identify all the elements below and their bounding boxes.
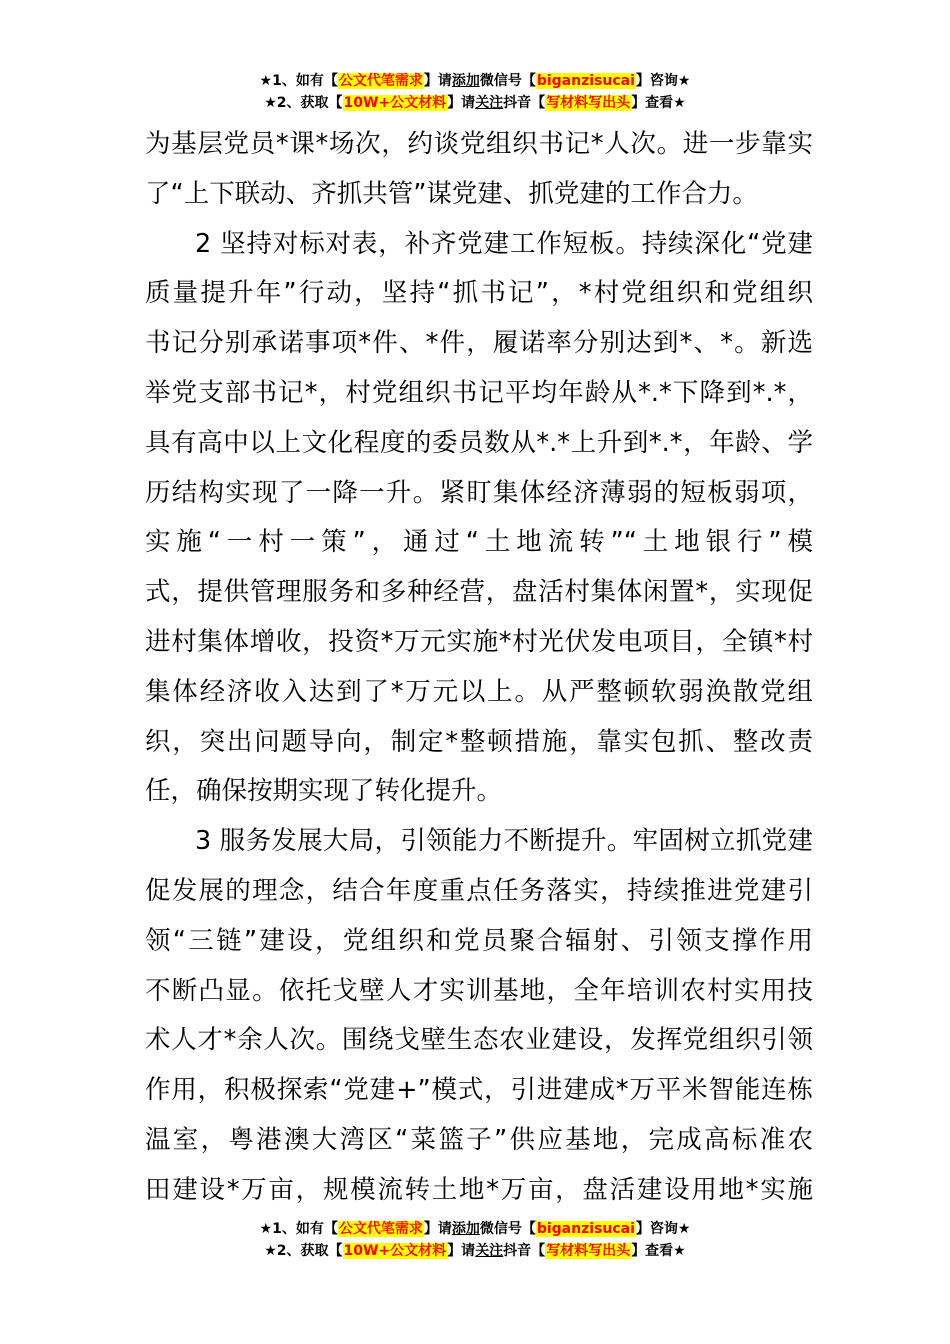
- highlight-service: 公文代笔需求: [338, 1221, 423, 1237]
- banner-line-1: [0, 1218, 950, 1240]
- text-line: 质量提升年”行动，坚持“抓书记”，*村党组织和党组织: [145, 278, 813, 309]
- text-line: 进村集体增收，投资*万元实施*村光伏发电项目，全镇*村: [145, 626, 813, 657]
- banner-text: 】请: [423, 1221, 452, 1237]
- banner-line-1: [0, 70, 950, 92]
- text-line: 实施“一村一策”，通过“土地流转”“土地银行”模: [145, 527, 813, 558]
- text-line: 作用，积极探索“党建+”模式，引进建成*万平米智能连栋: [145, 1075, 813, 1106]
- highlight-wechat-id: biganzisucai: [536, 1221, 635, 1237]
- banner-text: 】查看★: [631, 95, 686, 111]
- highlight-douyin-account: 写材料写出头: [546, 95, 631, 111]
- banner-text: 】查看★: [631, 1243, 686, 1259]
- text-line: 集体经济收入达到了*万元以上。从严整顿软弱涣散党组: [145, 676, 813, 707]
- text-line: 3 服务发展大局，引领能力不断提升。牢固树立抓党建: [195, 826, 813, 857]
- banner-text: 抖音【: [503, 95, 546, 111]
- banner-underline-text: 添加: [451, 1221, 480, 1237]
- text-line: 2 坚持对标对表，补齐党建工作短板。持续深化“党建: [195, 228, 813, 259]
- banner-text: 】咨询★: [635, 1221, 691, 1237]
- document-body: [145, 120, 813, 1216]
- banner-underline-text: 关注: [475, 1243, 504, 1259]
- footer-banner: [0, 1218, 950, 1262]
- text-line: 了“上下联动、齐抓共管”谋党建、抓党建的工作合力。: [145, 178, 758, 209]
- highlight-materials: 10W+公文材料: [343, 95, 447, 111]
- banner-underline-text: 添加: [451, 73, 480, 89]
- banner-line-2: [0, 1240, 950, 1262]
- banner-text: 】咨询★: [635, 73, 691, 89]
- text-line: 促发展的理念，结合年度重点任务落实，持续推进党建引: [145, 875, 813, 906]
- text-line: 不断凸显。依托戈壁人才实训基地，全年培训农村实用技: [145, 975, 813, 1006]
- text-line: 举党支部书记*，村党组织书记平均年龄从*.*下降到*.*，: [145, 377, 813, 408]
- text-line: 田建设*万亩，规模流转土地*万亩，盘活建设用地*实施: [145, 1174, 813, 1205]
- banner-text: 微信号【: [479, 1221, 536, 1237]
- highlight-materials: 10W+公文材料: [343, 1243, 447, 1259]
- banner-line-2: [0, 92, 950, 114]
- highlight-service: 公文代笔需求: [338, 73, 423, 89]
- text-line: 织，突出问题导向，制定*整顿措施，靠实包抓、整改责: [145, 726, 813, 757]
- banner-text: 抖音【: [503, 1243, 546, 1259]
- banner-text: 】请: [423, 73, 452, 89]
- highlight-douyin-account: 写材料写出头: [546, 1243, 631, 1259]
- text-line: 为基层党员*课*场次，约谈党组织书记*人次。进一步靠实: [145, 129, 813, 159]
- header-banner: [0, 70, 950, 114]
- banner-text: ★1、如有【: [259, 1221, 338, 1237]
- banner-underline-text: 关注: [475, 95, 504, 111]
- highlight-wechat-id: biganzisucai: [536, 73, 635, 89]
- text-line: 术人才*余人次。围绕戈壁生态农业建设，发挥党组织引领: [145, 1025, 813, 1056]
- banner-text: ★1、如有【: [259, 73, 338, 89]
- text-line: 历结构实现了一降一升。紧盯集体经济薄弱的短板弱项，: [145, 477, 813, 508]
- text-line: 具有高中以上文化程度的委员数从*.*上升到*.*，年龄、学: [145, 427, 813, 458]
- text-line: 式，提供管理服务和多种经营，盘活村集体闲置*，实现促: [145, 577, 813, 608]
- banner-text: 】请: [447, 95, 476, 111]
- banner-text: 】请: [447, 1243, 476, 1259]
- text-line: 任，确保按期实现了转化提升。: [145, 776, 503, 807]
- text-line: 书记分别承诺事项*件、*件，履诺率分别达到*、*。新选: [145, 328, 813, 359]
- text-line: 温室，粤港澳大湾区“菜篮子”供应基地，完成高标准农: [145, 1124, 813, 1155]
- banner-text: ★2、获取【: [264, 1243, 343, 1259]
- banner-text: ★2、获取【: [264, 95, 343, 111]
- text-line: 领“三链”建设，党组织和党员聚合辐射、引领支撑作用: [145, 925, 813, 956]
- banner-text: 微信号【: [479, 73, 536, 89]
